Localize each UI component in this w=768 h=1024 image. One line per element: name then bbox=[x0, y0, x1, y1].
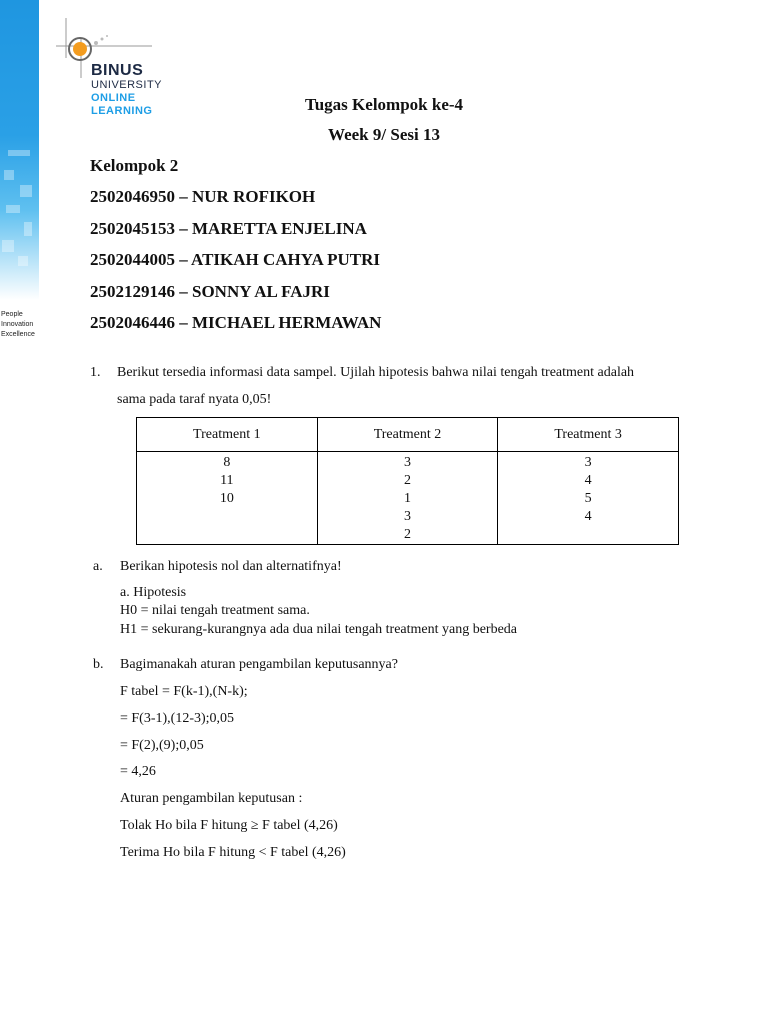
logo-learning: LEARNING bbox=[91, 105, 153, 117]
table-header: Treatment 3 bbox=[498, 418, 679, 452]
document-title: Tugas Kelompok ke-4 bbox=[304, 95, 464, 114]
part-a-question: Berikan hipotesis nol dan alternatifnya! bbox=[120, 559, 342, 574]
part-b-line: Aturan pengambilan keputusan : bbox=[120, 791, 303, 806]
part-b-line: = 4,26 bbox=[120, 764, 156, 779]
member-1: 2502046950 – NUR ROFIKOH bbox=[90, 187, 316, 206]
table-row bbox=[137, 452, 679, 545]
question-number: 1. bbox=[90, 365, 101, 380]
part-b-line: = F(3-1),(12-3);0,05 bbox=[120, 711, 235, 726]
part-b-line: F tabel = F(k-1),(N-k); bbox=[120, 684, 248, 699]
logo-university: UNIVERSITY bbox=[91, 79, 163, 91]
sample-data-table bbox=[136, 417, 679, 545]
table-cell: 2 bbox=[403, 473, 411, 488]
table-cell: 4 bbox=[584, 509, 592, 524]
tagline-people: People bbox=[1, 311, 23, 318]
member-3: 2502044005 – ATIKAH CAHYA PUTRI bbox=[90, 250, 380, 269]
question-text-line2: sama pada taraf nyata 0,05! bbox=[117, 392, 272, 407]
part-b-line: Tolak Ho bila F hitung ≥ F tabel (4,26) bbox=[120, 818, 338, 833]
document-subtitle: Week 9/ Sesi 13 bbox=[328, 125, 440, 144]
part-b-label: b. bbox=[93, 657, 104, 672]
group-name: Kelompok 2 bbox=[90, 156, 179, 175]
brand-sidebar bbox=[0, 0, 39, 300]
part-a-h0: H0 = nilai tengah treatment sama. bbox=[120, 603, 310, 618]
part-a-label: a. bbox=[93, 559, 103, 574]
table-cell: 8 bbox=[223, 455, 231, 470]
member-5: 2502046446 – MICHAEL HERMAWAN bbox=[90, 313, 382, 332]
question-text-line1: Berikut tersedia informasi data sampel. Ujilah hipotesis bahwa nilai tengah treatment adalah bbox=[117, 365, 635, 380]
tagline-innovation: Innovation bbox=[1, 321, 34, 328]
table-cell: 3 bbox=[584, 455, 592, 470]
table-cell: 10 bbox=[219, 491, 234, 506]
table-header-row bbox=[137, 418, 679, 452]
table-header: Treatment 2 bbox=[317, 418, 498, 452]
part-a-h1: H1 = sekurang-kurangnya ada dua nilai tengah treatment yang berbeda bbox=[120, 622, 518, 637]
treatment-3-values bbox=[498, 452, 679, 545]
part-a-answer-title: a. Hipotesis bbox=[120, 585, 187, 600]
tagline-excellence: Excellence bbox=[1, 331, 35, 338]
brand-tagline bbox=[1, 310, 35, 340]
table-cell: 4 bbox=[584, 473, 592, 488]
treatment-2-values bbox=[317, 452, 498, 545]
table-cell: 2 bbox=[403, 527, 411, 542]
part-b-line: Terima Ho bila F hitung < F tabel (4,26) bbox=[120, 845, 346, 860]
table-cell: 1 bbox=[403, 491, 411, 506]
member-4: 2502129146 – SONNY AL FAJRI bbox=[90, 282, 330, 301]
treatment-1-values bbox=[137, 452, 318, 545]
table-header: Treatment 1 bbox=[137, 418, 318, 452]
table-cell: 3 bbox=[403, 509, 411, 524]
table-cell: 11 bbox=[220, 473, 234, 488]
part-b-line: = F(2),(9);0,05 bbox=[120, 738, 204, 753]
logo-online: ONLINE bbox=[91, 92, 136, 104]
table-cell: 3 bbox=[403, 455, 411, 470]
logo-binus: BINUS bbox=[91, 62, 144, 79]
part-b-question: Bagimanakah aturan pengambilan keputusannya? bbox=[120, 657, 398, 672]
table-cell: 5 bbox=[584, 491, 592, 506]
member-2: 2502045153 – MARETTA ENJELINA bbox=[90, 219, 367, 238]
